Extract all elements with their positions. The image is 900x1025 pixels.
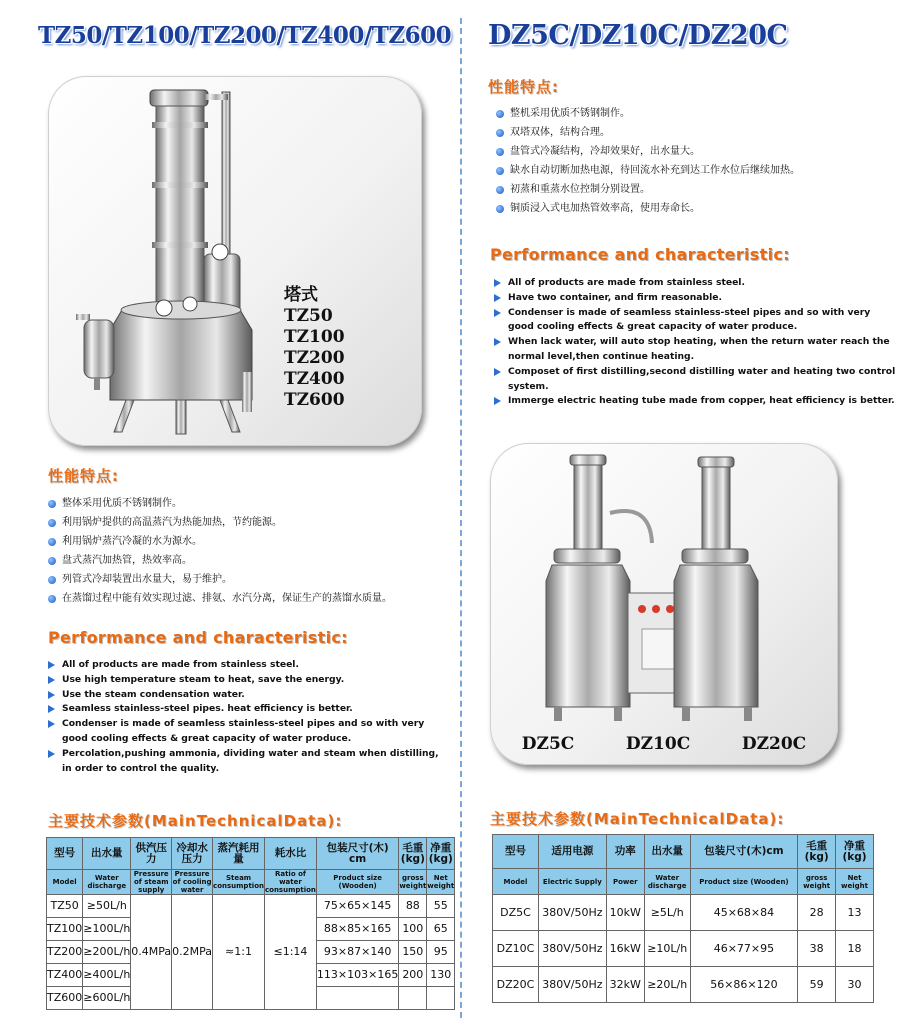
tz-features-en-heading: Performance and characteristic: [48,628,348,647]
header-cell-en: Electric Supply [538,869,606,895]
net-cell: 130 [427,964,455,987]
header-cell-en: gross weight [399,870,427,895]
header-cell-en: Pressure of cooling water [172,870,212,894]
size-cell: 75×65×145 [316,895,398,918]
header-cell: 净重(kg) [427,838,455,870]
list-item: Percolation,pushing ammonia, dividing water and steam when distilling, in order to control the quality. [46,747,441,777]
triangle-bullet-icon [494,338,501,346]
discharge-cell: ≥100L/h [83,918,131,941]
header-cell-en: gross weight [798,869,836,895]
header-cell: 型号 [493,835,539,869]
photo-label-dz10c: DZ10C [625,734,691,754]
discharge-cell: ≥400L/h [83,964,131,987]
triangle-bullet-icon [494,309,501,317]
photo-label-dz5c: DZ5C [521,734,575,754]
photo-label-dz20c: DZ20C [741,734,807,754]
triangle-bullet-icon [48,750,55,758]
size-cell [316,987,398,1010]
steam-pressure-cell: 0.4MPa [131,895,172,1010]
gross-cell: 38 [798,931,836,967]
list-item: 利用锅炉蒸汽冷凝的水为源水。 [46,532,446,551]
dz-spec-table [492,834,874,1003]
list-item: All of products are made from stainless steel. [46,658,441,673]
header-cell: 适用电源 [538,835,606,869]
size-cell: 93×87×140 [316,941,398,964]
list-item: 在蒸馏过程中能有效实现过滤、排氨、水汽分离，保证生产的蒸馏水质量。 [46,589,446,608]
size-cell: 45×68×84 [690,895,798,931]
table-header-row [493,835,874,869]
steam-consumption-cell: ≈1:1 [213,895,265,1010]
model-cell: TZ100 [47,918,83,941]
discharge-cell: ≥600L/h [83,987,131,1010]
net-cell: 30 [836,967,874,1003]
triangle-bullet-icon [494,294,501,302]
net-cell: 95 [427,941,455,964]
table-row [47,895,455,918]
gross-cell: 88 [399,895,427,918]
list-item: Condenser is made of seamless stainless-steel pipes and so with very good cooling effects & great capacity of water produce. [46,717,441,747]
discharge-cell: ≥5L/h [644,895,690,931]
header-cell: 包装尺寸(木) cm [316,838,398,870]
gross-cell: 28 [798,895,836,931]
triangle-bullet-icon [48,691,55,699]
triangle-bullet-icon [494,397,501,405]
triangle-bullet-icon [48,661,55,669]
header-cell: 型号 [47,838,83,870]
net-cell: 13 [836,895,874,931]
power-cell: 32kW [606,967,644,1003]
header-cell-en: Product size (Wooden) [316,870,398,895]
list-item: When lack water, will auto stop heating, when the return water reach the normal level,then continue heating. [492,335,898,365]
header-cell-en: Net weight [427,870,455,895]
photo-label-line: TZ400 [284,369,345,389]
discharge-cell: ≥20L/h [644,967,690,1003]
header-cell: 出水量 [83,838,131,870]
tz-photo-label [284,285,345,411]
cooling-pressure-cell: 0.2MPa [172,895,213,1010]
triangle-bullet-icon [494,279,501,287]
column-divider [460,18,462,1018]
list-item: Condenser is made of seamless stainless-steel pipes and so with very good cooling effects & great capacity of water produce. [492,306,898,336]
tz-features-cn-list [46,494,446,608]
dz-distiller-image [540,453,790,729]
table-header-en-row [47,870,455,895]
table-row [493,895,874,931]
net-cell: 65 [427,918,455,941]
tz-models-title: TZ50/TZ100/TZ200/TZ400/TZ600 [38,22,452,49]
tz-spec-table [46,837,455,1010]
discharge-cell: ≥10L/h [644,931,690,967]
list-item: All of products are made from stainless steel. [492,276,898,291]
photo-label-line: TZ50 [284,306,333,326]
model-cell: TZ600 [47,987,83,1010]
supply-cell: 380V/50Hz [538,931,606,967]
header-cell: 功率 [606,835,644,869]
net-cell: 18 [836,931,874,967]
supply-cell: 380V/50Hz [538,967,606,1003]
model-cell: DZ5C [493,895,539,931]
header-cell: 毛重(kg) [399,838,427,870]
list-item: Use the steam condensation water. [46,688,441,703]
list-item: 双塔双体，结构合理。 [494,123,894,142]
header-cell-en: Ratio of water consumption [264,870,316,894]
list-item: 铜质浸入式电加热管效率高，使用寿命长。 [494,199,894,218]
triangle-bullet-icon [494,368,501,376]
list-item: 利用锅炉提供的高温蒸汽为热能加热，节约能源。 [46,513,446,532]
model-cell: DZ20C [493,967,539,1003]
table-row [493,967,874,1003]
header-cell-en: Net weight [836,869,874,895]
gross-cell: 150 [399,941,427,964]
table-header-en-row [493,869,874,895]
dz-table-heading: 主要技术参数(MainTechnicalData): [490,810,785,828]
dz-models-title: DZ5C/DZ10C/DZ20C [488,20,788,51]
photo-label-line: 塔式 [284,285,318,305]
list-item: 整体采用优质不锈钢制作。 [46,494,446,513]
list-item: Use high temperature steam to heat, save the energy. [46,673,441,688]
list-item: 盘管式冷凝结构，冷却效果好，出水量大。 [494,142,894,161]
size-cell: 88×85×165 [316,918,398,941]
net-cell: 55 [427,895,455,918]
power-cell: 10kW [606,895,644,931]
power-cell: 16kW [606,931,644,967]
dz-features-cn-list [494,104,894,218]
size-cell: 56×86×120 [690,967,798,1003]
dz-photo-labels [496,734,832,755]
triangle-bullet-icon [48,676,55,684]
header-cell: 耗水比 [264,838,316,870]
list-item: 列管式冷却装置出水量大，易于维护。 [46,570,446,589]
discharge-cell: ≥200L/h [83,941,131,964]
header-cell-en: Pressure of steam supply [131,870,172,895]
model-cell: DZ10C [493,931,539,967]
tz-table-heading: 主要技术参数(MainTechnicalData): [48,812,343,830]
table-header-row [47,838,455,870]
model-cell: TZ400 [47,964,83,987]
header-cell: 出水量 [644,835,690,869]
size-cell: 46×77×95 [690,931,798,967]
dz-features-en-list [492,276,898,409]
triangle-bullet-icon [48,720,55,728]
tz-features-en-list [46,658,441,776]
gross-cell: 59 [798,967,836,1003]
gross-cell [399,987,427,1010]
list-item: 整机采用优质不锈钢制作。 [494,104,894,123]
header-cell-en: Water discharge [644,869,690,895]
discharge-cell: ≥50L/h [83,895,131,918]
list-item: Seamless stainless-steel pipes. heat efficiency is better. [46,702,441,717]
list-item: 缺水自动切断加热电源，待回流水补充到达工作水位后继续加热。 [494,161,894,180]
header-cell: 包装尺寸(木)cm [690,835,798,869]
water-ratio-cell: ≤1:14 [264,895,316,1010]
model-cell: TZ50 [47,895,83,918]
tz-features-cn-heading: 性能特点: [48,467,119,485]
list-item: Have two container, and firm reasonable. [492,291,898,306]
table-row [493,931,874,967]
list-item: 盘式蒸汽加热管，热效率高。 [46,551,446,570]
dz-features-cn-heading: 性能特点: [488,78,559,96]
header-cell-en: Steam consumption [213,870,265,895]
header-cell: 冷却水压力 [172,838,213,870]
gross-cell: 100 [399,918,427,941]
tz-photo-card [48,76,422,446]
model-cell: TZ200 [47,941,83,964]
header-cell: 毛重(kg) [798,835,836,869]
photo-label-line: TZ200 [284,348,345,368]
header-cell: 供汽压力 [131,838,172,870]
size-cell: 113×103×165 [316,964,398,987]
header-cell-en: Model [493,869,539,895]
triangle-bullet-icon [48,705,55,713]
list-item: Immerge electric heating tube made from copper, heat efficiency is better. [492,394,898,409]
header-cell-en: Product size (Wooden) [690,869,798,895]
header-cell: 净重(kg) [836,835,874,869]
list-item: 初蒸和重蒸水位控制分别设置。 [494,180,894,199]
net-cell [427,987,455,1010]
photo-label-line: TZ100 [284,327,345,347]
header-cell-en: Water discharge [83,870,131,895]
tz-distiller-image [70,82,300,444]
header-cell: 蒸汽耗用量 [213,838,265,870]
dz-features-en-heading: Performance and characteristic: [490,245,790,264]
header-cell-en: Model [47,870,83,895]
list-item: Composet of first distilling,second distilling water and heating two control system. [492,365,898,395]
header-cell-en: Power [606,869,644,895]
supply-cell: 380V/50Hz [538,895,606,931]
photo-label-line: TZ600 [284,390,345,410]
gross-cell: 200 [399,964,427,987]
dz-photo-card [490,443,838,765]
